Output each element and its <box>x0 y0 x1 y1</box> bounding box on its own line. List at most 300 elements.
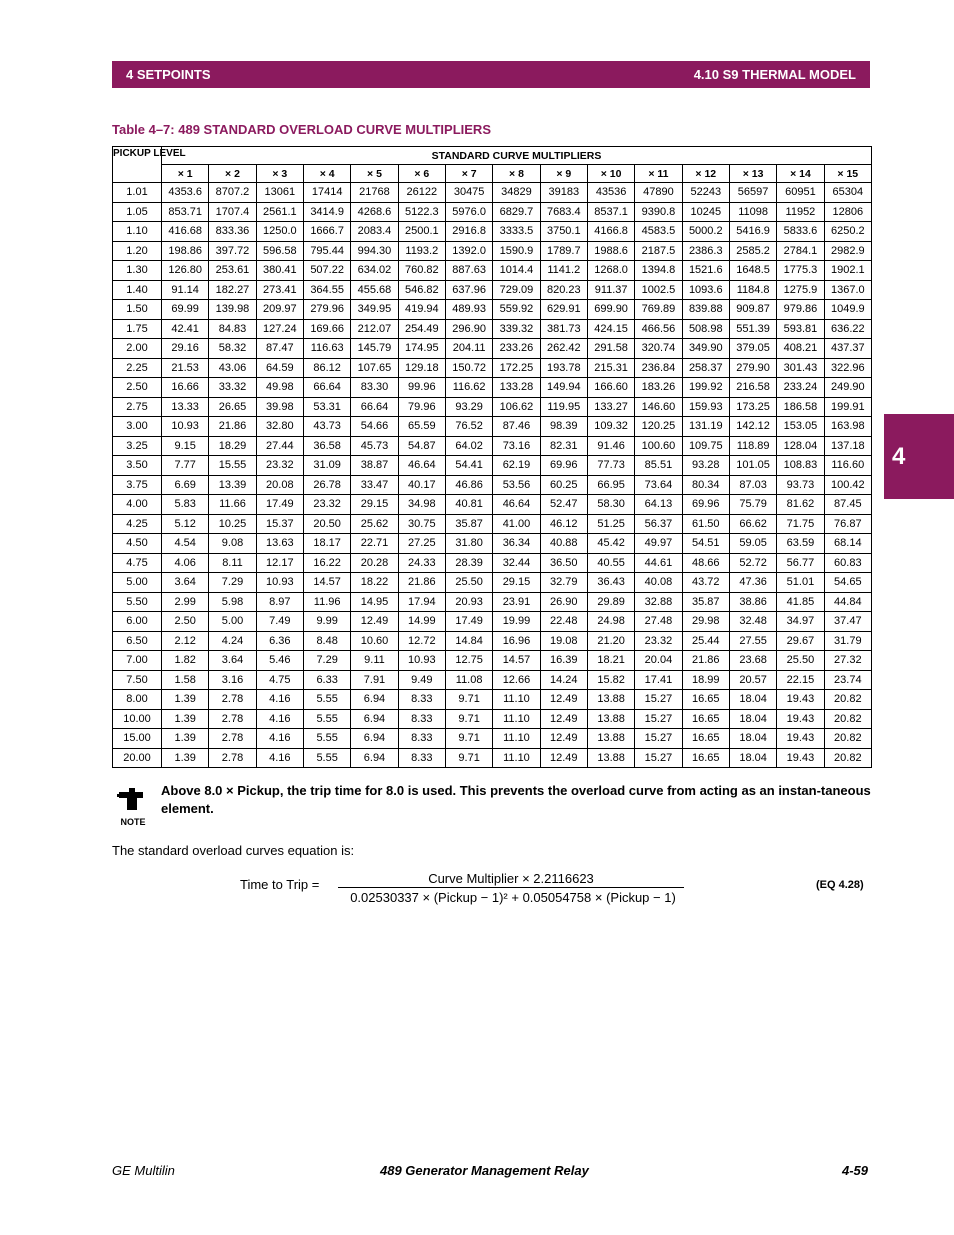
multiplier-cell: 18.22 <box>351 573 398 593</box>
multiplier-cell: 408.21 <box>777 339 824 359</box>
multiplier-cell: 349.90 <box>682 339 729 359</box>
multiplier-cell: 6.33 <box>303 670 350 690</box>
multiplier-cell: 20.82 <box>824 748 871 768</box>
pickup-level-cell: 7.50 <box>113 670 162 690</box>
multiplier-cell: 23.32 <box>303 495 350 515</box>
multiplier-cell: 10.93 <box>162 417 209 437</box>
multiplier-cell: 364.55 <box>303 280 350 300</box>
multiplier-cell: 126.80 <box>162 261 209 281</box>
multiplier-cell: 31.79 <box>824 631 871 651</box>
multiplier-cell: 25.50 <box>445 573 492 593</box>
table-row <box>113 339 872 359</box>
multiplier-cell: 11.96 <box>303 592 350 612</box>
multiplier-cell: 820.23 <box>540 280 587 300</box>
multiplier-cell: 5.55 <box>303 748 350 768</box>
multiplier-cell: 699.90 <box>587 300 634 320</box>
multiplier-cell: 60.83 <box>824 553 871 573</box>
multiplier-cell: 4.16 <box>256 729 303 749</box>
overload-curve-table <box>112 146 872 768</box>
table-row <box>113 358 872 378</box>
multiplier-column-header: × 1 <box>162 165 209 183</box>
multiplier-cell: 44.84 <box>824 592 871 612</box>
pickup-level-cell: 1.05 <box>113 202 162 222</box>
pickup-level-cell: 4.75 <box>113 553 162 573</box>
multiplier-cell: 14.99 <box>398 612 445 632</box>
multiplier-cell: 593.81 <box>777 319 824 339</box>
multiplier-cell: 137.18 <box>824 436 871 456</box>
multiplier-cell: 43.72 <box>682 573 729 593</box>
table-row <box>113 261 872 281</box>
multiplier-cell: 11.10 <box>493 690 540 710</box>
multiplier-cell: 66.64 <box>303 378 350 398</box>
multiplier-cell: 5976.0 <box>445 202 492 222</box>
multiplier-cell: 12.49 <box>540 748 587 768</box>
multiplier-cell: 54.51 <box>682 534 729 554</box>
multiplier-cell: 2.50 <box>162 612 209 632</box>
multiplier-cell: 65304 <box>824 183 871 203</box>
multiplier-cell: 1988.6 <box>587 241 634 261</box>
multiplier-cell: 2784.1 <box>777 241 824 261</box>
multiplier-cell: 9.08 <box>209 534 256 554</box>
multiplier-cell: 163.98 <box>824 417 871 437</box>
multiplier-cell: 5416.9 <box>729 222 776 242</box>
multiplier-cell: 116.63 <box>303 339 350 359</box>
multiplier-cell: 339.32 <box>493 319 540 339</box>
multiplier-cell: 166.60 <box>587 378 634 398</box>
multiplier-column-header: × 5 <box>351 165 398 183</box>
multiplier-cell: 10.93 <box>398 651 445 671</box>
multiplier-cell: 258.37 <box>682 358 729 378</box>
multiplier-cell: 12806 <box>824 202 871 222</box>
multiplier-cell: 18.17 <box>303 534 350 554</box>
multiplier-cell: 47.36 <box>729 573 776 593</box>
pickup-level-cell: 7.00 <box>113 651 162 671</box>
multiplier-cell: 3333.5 <box>493 222 540 242</box>
multiplier-cell: 64.59 <box>256 358 303 378</box>
multiplier-cell: 21.53 <box>162 358 209 378</box>
multiplier-cell: 65.59 <box>398 417 445 437</box>
multiplier-cell: 12.49 <box>540 729 587 749</box>
multiplier-cell: 29.89 <box>587 592 634 612</box>
multiplier-cell: 52243 <box>682 183 729 203</box>
multiplier-column-header: × 7 <box>445 165 492 183</box>
multiplier-cell: 322.96 <box>824 358 871 378</box>
multiplier-cell: 38.86 <box>729 592 776 612</box>
multiplier-cell: 508.98 <box>682 319 729 339</box>
multiplier-cell: 20.82 <box>824 709 871 729</box>
multiplier-cell: 9.11 <box>351 651 398 671</box>
multiplier-cell: 1.39 <box>162 748 209 768</box>
multiplier-cell: 32.44 <box>493 553 540 573</box>
pickup-level-cell: 1.01 <box>113 183 162 203</box>
table-row <box>113 592 872 612</box>
multiplier-cell: 2386.3 <box>682 241 729 261</box>
multiplier-cell: 296.90 <box>445 319 492 339</box>
multiplier-cell: 145.79 <box>351 339 398 359</box>
multiplier-cell: 48.66 <box>682 553 729 573</box>
footer-product: 489 Generator Management Relay <box>380 1163 589 1178</box>
multiplier-cell: 64.02 <box>445 436 492 456</box>
multiplier-cell: 20.50 <box>303 514 350 534</box>
multiplier-cell: 760.82 <box>398 261 445 281</box>
multiplier-cell: 253.61 <box>209 261 256 281</box>
multiplier-cell: 84.83 <box>209 319 256 339</box>
pickup-level-cell: 6.00 <box>113 612 162 632</box>
multiplier-cell: 729.09 <box>493 280 540 300</box>
multiplier-cell: 73.16 <box>493 436 540 456</box>
multiplier-cell: 1093.6 <box>682 280 729 300</box>
multiplier-cell: 23.68 <box>729 651 776 671</box>
multiplier-cell: 6.94 <box>351 709 398 729</box>
multiplier-column-header: × 4 <box>303 165 350 183</box>
pickup-level-cell: 3.25 <box>113 436 162 456</box>
multiplier-cell: 41.85 <box>777 592 824 612</box>
multiplier-column-header: × 9 <box>540 165 587 183</box>
multiplier-cell: 5.12 <box>162 514 209 534</box>
multiplier-cell: 9390.8 <box>635 202 682 222</box>
multiplier-cell: 107.65 <box>351 358 398 378</box>
multiplier-cell: 5.83 <box>162 495 209 515</box>
multiplier-cell: 559.92 <box>493 300 540 320</box>
multiplier-cell: 76.52 <box>445 417 492 437</box>
multiplier-cell: 18.21 <box>587 651 634 671</box>
multiplier-cell: 8707.2 <box>209 183 256 203</box>
multiplier-cell: 9.99 <box>303 612 350 632</box>
multiplier-cell: 53.56 <box>493 475 540 495</box>
header-subsection: 4.10 S9 THERMAL MODEL <box>693 67 856 82</box>
multiplier-cell: 909.87 <box>729 300 776 320</box>
multiplier-cell: 233.24 <box>777 378 824 398</box>
multiplier-cell: 6250.2 <box>824 222 871 242</box>
multiplier-column-header: × 8 <box>493 165 540 183</box>
multiplier-cell: 17.94 <box>398 592 445 612</box>
table-row <box>113 670 872 690</box>
multiplier-cell: 29.67 <box>777 631 824 651</box>
multiplier-cell: 507.22 <box>303 261 350 281</box>
multiplier-cell: 11.08 <box>445 670 492 690</box>
equation-denominator: 0.02530337 × (Pickup − 1)² + 0.05054758 × (Pickup − 1) <box>350 890 676 905</box>
multiplier-cell: 12.17 <box>256 553 303 573</box>
pickup-level-cell: 1.40 <box>113 280 162 300</box>
multiplier-cell: 9.71 <box>445 709 492 729</box>
multiplier-cell: 4.16 <box>256 748 303 768</box>
multiplier-cell: 133.27 <box>587 397 634 417</box>
multiplier-cell: 32.79 <box>540 573 587 593</box>
multiplier-cell: 129.18 <box>398 358 445 378</box>
multiplier-cell: 15.27 <box>635 690 682 710</box>
multiplier-cell: 4353.6 <box>162 183 209 203</box>
table-row <box>113 729 872 749</box>
multiplier-column-header: × 13 <box>729 165 776 183</box>
multiplier-cell: 19.08 <box>540 631 587 651</box>
multiplier-cell: 21.86 <box>398 573 445 593</box>
multiplier-cell: 33.32 <box>209 378 256 398</box>
multiplier-cell: 833.36 <box>209 222 256 242</box>
table-row <box>113 612 872 632</box>
multiplier-cell: 73.64 <box>635 475 682 495</box>
multiplier-cell: 637.96 <box>445 280 492 300</box>
table-row <box>113 495 872 515</box>
multiplier-cell: 13.33 <box>162 397 209 417</box>
multiplier-cell: 45.73 <box>351 436 398 456</box>
multiplier-cell: 279.96 <box>303 300 350 320</box>
table-row <box>113 378 872 398</box>
multiplier-cell: 416.68 <box>162 222 209 242</box>
multiplier-cell: 29.16 <box>162 339 209 359</box>
multiplier-cell: 249.90 <box>824 378 871 398</box>
multiplier-cell: 380.41 <box>256 261 303 281</box>
multiplier-cell: 6829.7 <box>493 202 540 222</box>
multiplier-cell: 169.66 <box>303 319 350 339</box>
multiplier-cell: 100.42 <box>824 475 871 495</box>
multiplier-cell: 34829 <box>493 183 540 203</box>
multiplier-cell: 15.27 <box>635 709 682 729</box>
multiplier-column-header: × 3 <box>256 165 303 183</box>
table-row <box>113 573 872 593</box>
multiplier-cell: 4.54 <box>162 534 209 554</box>
table-row <box>113 436 872 456</box>
multiplier-cell: 77.73 <box>587 456 634 476</box>
table-row <box>113 202 872 222</box>
multiplier-cell: 20.93 <box>445 592 492 612</box>
multiplier-cell: 20.08 <box>256 475 303 495</box>
pickup-level-cell: 2.00 <box>113 339 162 359</box>
multiplier-cell: 7.29 <box>303 651 350 671</box>
multiplier-cell: 8.33 <box>398 690 445 710</box>
multiplier-cell: 20.57 <box>729 670 776 690</box>
multiplier-cell: 24.33 <box>398 553 445 573</box>
multiplier-cell: 40.55 <box>587 553 634 573</box>
multiplier-cell: 69.96 <box>682 495 729 515</box>
multiplier-column-header: × 11 <box>635 165 682 183</box>
equation-number: (EQ 4.28) <box>816 879 864 891</box>
table-row <box>113 319 872 339</box>
multiplier-cell: 9.71 <box>445 748 492 768</box>
multiplier-cell: 93.73 <box>777 475 824 495</box>
multiplier-cell: 9.15 <box>162 436 209 456</box>
pickup-level-cell: 20.00 <box>113 748 162 768</box>
multiplier-cell: 2.78 <box>209 748 256 768</box>
multiplier-cell: 1666.7 <box>303 222 350 242</box>
table-row <box>113 690 872 710</box>
multiplier-cell: 16.96 <box>493 631 540 651</box>
multiplier-cell: 12.49 <box>540 690 587 710</box>
multiplier-cell: 16.65 <box>682 709 729 729</box>
multiplier-cell: 46.86 <box>445 475 492 495</box>
multiplier-cell: 18.04 <box>729 690 776 710</box>
multiplier-cell: 64.13 <box>635 495 682 515</box>
multiplier-cell: 10.60 <box>351 631 398 651</box>
multiplier-cell: 54.41 <box>445 456 492 476</box>
pickup-level-cell: 3.50 <box>113 456 162 476</box>
multiplier-cell: 54.66 <box>351 417 398 437</box>
multiplier-cell: 6.94 <box>351 729 398 749</box>
pickup-level-cell: 4.25 <box>113 514 162 534</box>
multiplier-cell: 109.75 <box>682 436 729 456</box>
multiplier-cell: 629.91 <box>540 300 587 320</box>
multiplier-cell: 52.72 <box>729 553 776 573</box>
multiplier-cell: 5.00 <box>209 612 256 632</box>
multiplier-cell: 455.68 <box>351 280 398 300</box>
pickup-level-cell: 1.30 <box>113 261 162 281</box>
multiplier-cell: 236.84 <box>635 358 682 378</box>
multiplier-cell: 20.28 <box>351 553 398 573</box>
multiplier-cell: 216.58 <box>729 378 776 398</box>
multiplier-cell: 51.25 <box>587 514 634 534</box>
multiplier-cell: 87.45 <box>824 495 871 515</box>
multiplier-cell: 15.27 <box>635 748 682 768</box>
multiplier-cell: 36.50 <box>540 553 587 573</box>
multiplier-cell: 28.39 <box>445 553 492 573</box>
multiplier-cell: 10.25 <box>209 514 256 534</box>
multiplier-cell: 8.33 <box>398 729 445 749</box>
multiplier-cell: 27.25 <box>398 534 445 554</box>
multiplier-cell: 76.87 <box>824 514 871 534</box>
multiplier-cell: 1775.3 <box>777 261 824 281</box>
multiplier-cell: 36.58 <box>303 436 350 456</box>
multiplier-cell: 1707.4 <box>209 202 256 222</box>
multiplier-cell: 1.39 <box>162 709 209 729</box>
table-title: Table 4–7: 489 STANDARD OVERLOAD CURVE MULTIPLIERS <box>112 122 491 137</box>
multiplier-cell: 69.96 <box>540 456 587 476</box>
multiplier-cell: 36.43 <box>587 573 634 593</box>
multiplier-cell: 437.37 <box>824 339 871 359</box>
multiplier-cell: 262.42 <box>540 339 587 359</box>
note-icon <box>115 786 151 828</box>
multiplier-column-header: × 14 <box>777 165 824 183</box>
multiplier-cell: 11.10 <box>493 729 540 749</box>
multiplier-cell: 20.82 <box>824 690 871 710</box>
multiplier-cell: 30475 <box>445 183 492 203</box>
multiplier-cell: 8.11 <box>209 553 256 573</box>
multiplier-cell: 5.55 <box>303 709 350 729</box>
multiplier-cell: 80.34 <box>682 475 729 495</box>
multiplier-cell: 3750.1 <box>540 222 587 242</box>
pickup-level-cell: 10.00 <box>113 709 162 729</box>
note-text: Above 8.0 × Pickup, the trip time for 8.0 is used. This prevents the overload curve from acting as an instan-taneous element. <box>161 783 871 816</box>
multiplier-cell: 60951 <box>777 183 824 203</box>
multiplier-cell: 120.25 <box>635 417 682 437</box>
multiplier-cell: 198.86 <box>162 241 209 261</box>
multiplier-cell: 44.61 <box>635 553 682 573</box>
multiplier-cell: 11.66 <box>209 495 256 515</box>
multiplier-cell: 150.72 <box>445 358 492 378</box>
equation-intro: The standard overload curves equation is: <box>112 843 355 858</box>
multiplier-cell: 1.39 <box>162 690 209 710</box>
multiplier-cell: 14.95 <box>351 592 398 612</box>
multiplier-cell: 15.27 <box>635 729 682 749</box>
multiplier-cell: 13.88 <box>587 690 634 710</box>
header-section: 4 SETPOINTS <box>126 67 211 82</box>
multiplier-cell: 116.62 <box>445 378 492 398</box>
multiplier-cell: 106.62 <box>493 397 540 417</box>
multiplier-cell: 1392.0 <box>445 241 492 261</box>
multiplier-cell: 3.64 <box>209 651 256 671</box>
multiplier-cell: 7.77 <box>162 456 209 476</box>
multiplier-cell: 31.09 <box>303 456 350 476</box>
multiplier-cell: 52.47 <box>540 495 587 515</box>
multiplier-cell: 11098 <box>729 202 776 222</box>
multiplier-cell: 131.19 <box>682 417 729 437</box>
multiplier-cell: 204.11 <box>445 339 492 359</box>
multiplier-cell: 13.39 <box>209 475 256 495</box>
multiplier-cell: 20.82 <box>824 729 871 749</box>
multiplier-cell: 20.04 <box>635 651 682 671</box>
multiplier-cell: 43536 <box>587 183 634 203</box>
equation-fraction-bar <box>338 887 684 888</box>
multiplier-cell: 186.58 <box>777 397 824 417</box>
multiplier-cell: 98.39 <box>540 417 587 437</box>
multiplier-cell: 4166.8 <box>587 222 634 242</box>
multiplier-cell: 911.37 <box>587 280 634 300</box>
multiplier-cell: 18.04 <box>729 729 776 749</box>
pickup-level-cell: 2.50 <box>113 378 162 398</box>
multiplier-cell: 39.98 <box>256 397 303 417</box>
multiplier-cell: 18.29 <box>209 436 256 456</box>
multiplier-cell: 6.69 <box>162 475 209 495</box>
multiplier-cell: 17.49 <box>256 495 303 515</box>
multiplier-cell: 994.30 <box>351 241 398 261</box>
multiplier-cell: 13.88 <box>587 709 634 729</box>
multiplier-cell: 40.81 <box>445 495 492 515</box>
multiplier-cell: 29.98 <box>682 612 729 632</box>
multiplier-cell: 26122 <box>398 183 445 203</box>
multiplier-cell: 49.98 <box>256 378 303 398</box>
multiplier-cell: 54.65 <box>824 573 871 593</box>
multiplier-cell: 5833.6 <box>777 222 824 242</box>
multiplier-cell: 5000.2 <box>682 222 729 242</box>
multiplier-cell: 37.47 <box>824 612 871 632</box>
multiplier-cell: 2.99 <box>162 592 209 612</box>
curve-multipliers-header: STANDARD CURVE MULTIPLIERS <box>162 147 872 165</box>
multiplier-cell: 32.80 <box>256 417 303 437</box>
table-row <box>113 651 872 671</box>
multiplier-cell: 182.27 <box>209 280 256 300</box>
multiplier-cell: 7.49 <box>256 612 303 632</box>
pickup-level-cell: 4.50 <box>113 534 162 554</box>
multiplier-cell: 979.86 <box>777 300 824 320</box>
multiplier-cell: 15.55 <box>209 456 256 476</box>
multiplier-column-header: × 12 <box>682 165 729 183</box>
multiplier-cell: 34.98 <box>398 495 445 515</box>
multiplier-cell: 33.47 <box>351 475 398 495</box>
multiplier-cell: 634.02 <box>351 261 398 281</box>
multiplier-cell: 1648.5 <box>729 261 776 281</box>
multiplier-cell: 2.78 <box>209 709 256 729</box>
footer-company: GE Multilin <box>112 1163 175 1178</box>
multiplier-cell: 18.04 <box>729 709 776 729</box>
multiplier-cell: 93.28 <box>682 456 729 476</box>
multiplier-cell: 1394.8 <box>635 261 682 281</box>
table-row <box>113 456 872 476</box>
multiplier-cell: 79.96 <box>398 397 445 417</box>
multiplier-cell: 109.32 <box>587 417 634 437</box>
multiplier-cell: 149.94 <box>540 378 587 398</box>
multiplier-cell: 8.33 <box>398 748 445 768</box>
multiplier-cell: 23.32 <box>256 456 303 476</box>
multiplier-cell: 8537.1 <box>587 202 634 222</box>
multiplier-cell: 66.62 <box>729 514 776 534</box>
multiplier-cell: 23.91 <box>493 592 540 612</box>
multiplier-cell: 45.42 <box>587 534 634 554</box>
pickup-level-cell: 1.50 <box>113 300 162 320</box>
multiplier-cell: 56597 <box>729 183 776 203</box>
multiplier-cell: 173.25 <box>729 397 776 417</box>
multiplier-cell: 46.12 <box>540 514 587 534</box>
multiplier-cell: 12.72 <box>398 631 445 651</box>
multiplier-cell: 349.95 <box>351 300 398 320</box>
multiplier-cell: 100.60 <box>635 436 682 456</box>
